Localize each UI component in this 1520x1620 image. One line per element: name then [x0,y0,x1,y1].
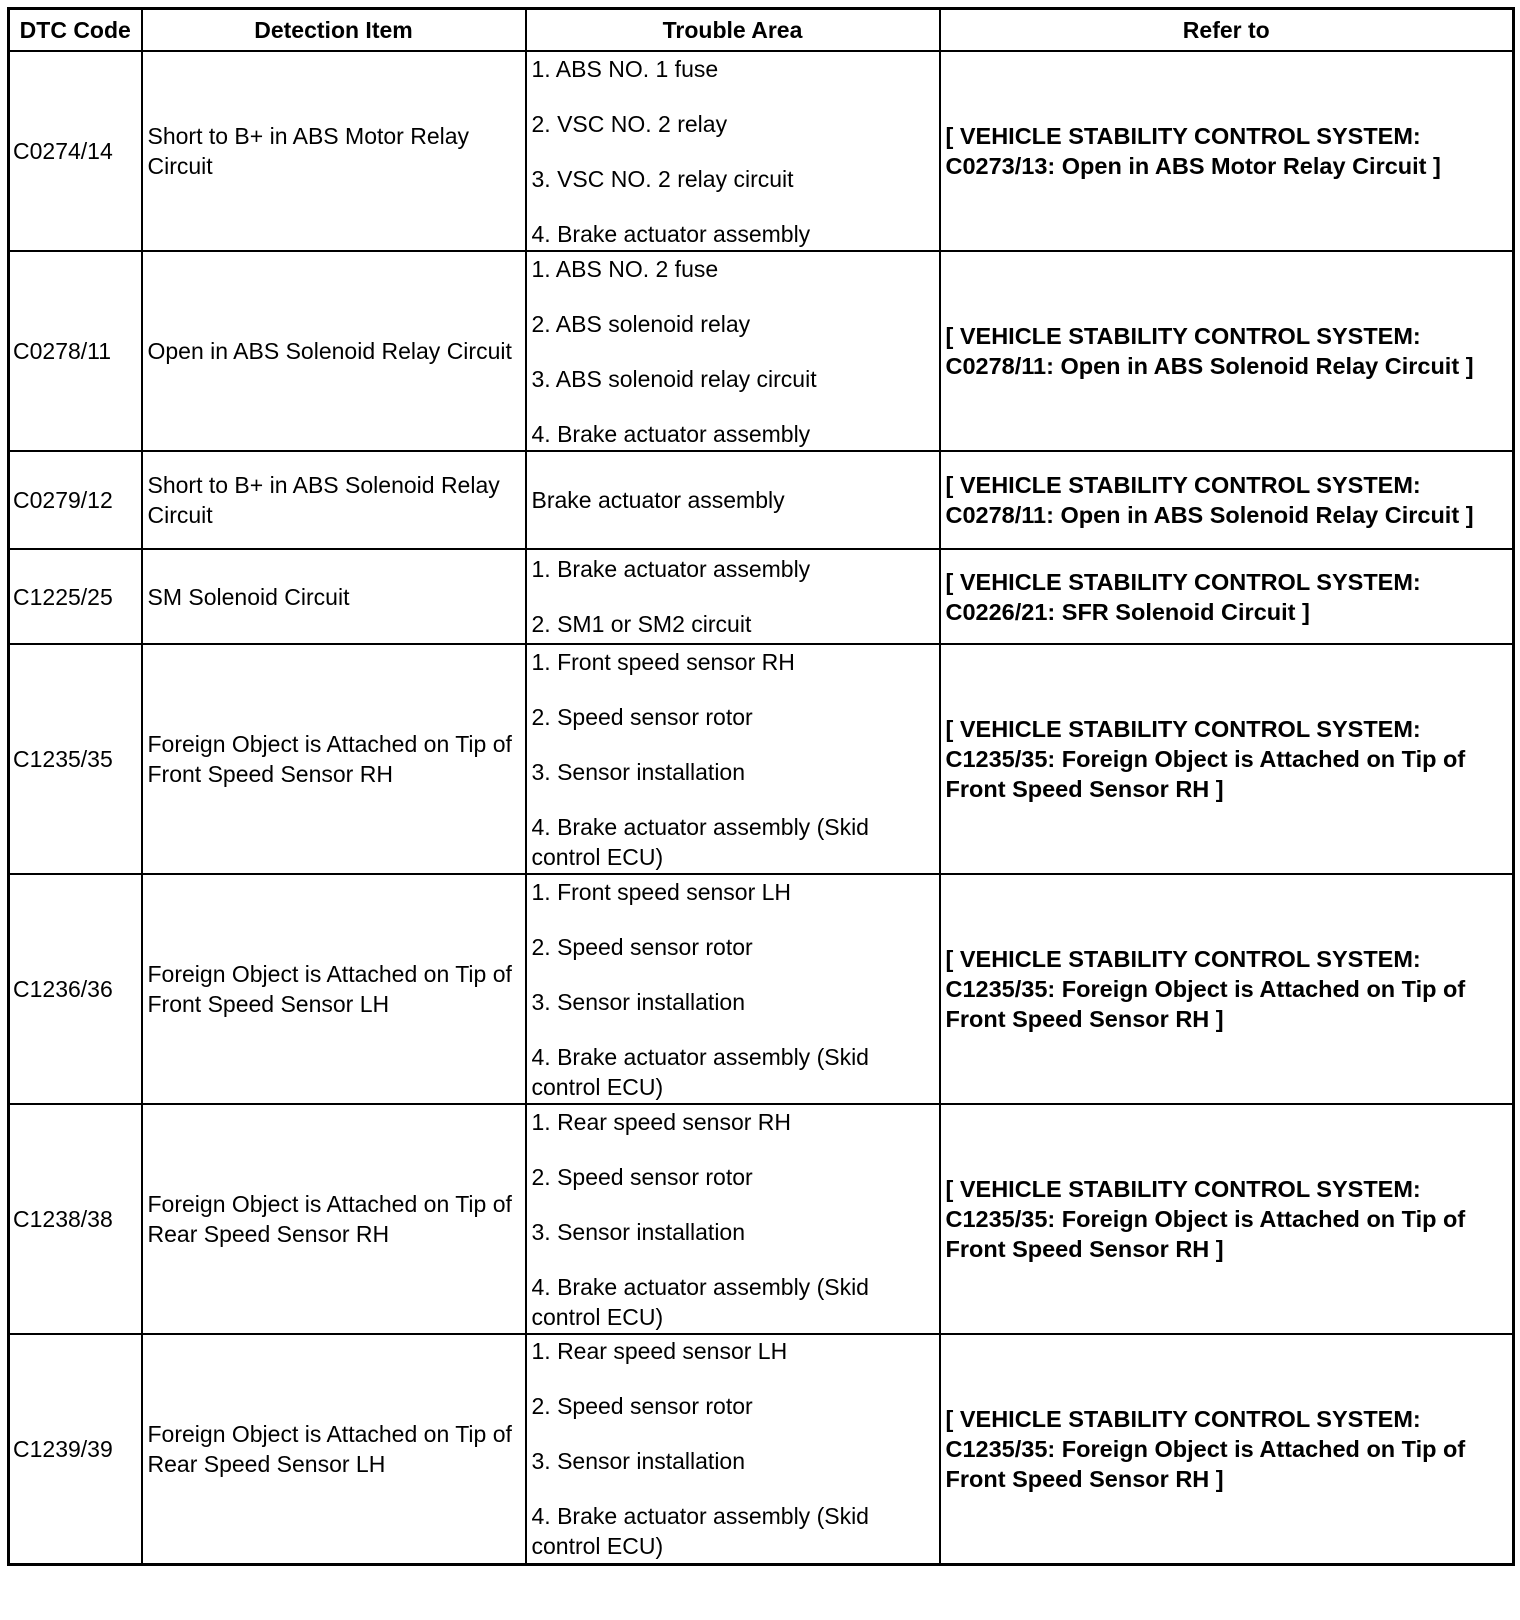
trouble-area-item: 4. Brake actuator assembly (Skid control ECU) [531,1273,869,1330]
trouble-area-item: 4. Brake actuator assembly [531,220,811,247]
refer-to-cell: [ VEHICLE STABILITY CONTROL SYSTEM: C1235/35: Foreign Object is Attached on Tip of Front Speed Sensor RH ] [940,874,1514,1104]
trouble-area-list [532,254,934,449]
trouble-area-item: 1. Brake actuator assembly [531,556,811,582]
trouble-area-item: 3. Sensor installation [531,1448,746,1475]
detection-item-cell: Foreign Object is Attached on Tip of Front Speed Sensor LH [142,874,526,1104]
refer-to-cell: [ VEHICLE STABILITY CONTROL SYSTEM: C0278/11: Open in ABS Solenoid Relay Circuit ] [940,451,1514,549]
dtc-code-cell: C1236/36 [9,874,142,1104]
header-refer-to: Refer to [940,9,1514,52]
trouble-area-cell [526,451,940,549]
trouble-area-item: 1. Rear speed sensor LH [531,1338,788,1365]
dtc-code-cell: C1225/25 [9,549,142,644]
header-trouble-area: Trouble Area [526,9,940,52]
trouble-area-list [532,554,934,639]
table-row [9,1104,1514,1334]
trouble-area-item: 4. Brake actuator assembly (Skid control ECU) [531,1043,869,1100]
detection-item-cell: SM Solenoid Circuit [142,549,526,644]
detection-item-cell: Foreign Object is Attached on Tip of Rear Speed Sensor LH [142,1334,526,1564]
table-row [9,251,1514,451]
header-dtc-code: DTC Code [9,9,142,52]
trouble-area-item: 4. Brake actuator assembly (Skid control ECU) [531,813,869,870]
trouble-area-item: 4. Brake actuator assembly (Skid control ECU) [531,1503,869,1560]
trouble-area-item: 1. Front speed sensor RH [531,648,795,675]
trouble-area-item: 2. Speed sensor rotor [531,703,753,730]
trouble-area-item: 1. Front speed sensor LH [531,878,792,905]
trouble-area-item: 1. ABS NO. 2 fuse [531,255,719,282]
trouble-area-item: 2. VSC NO. 2 relay [531,110,728,137]
trouble-area-list [532,485,934,515]
trouble-area-item: 3. ABS solenoid relay circuit [531,365,817,392]
trouble-area-item: 2. Speed sensor rotor [531,933,753,960]
dtc-code-cell: C1235/35 [9,644,142,874]
table-row [9,874,1514,1104]
dtc-code-cell: C1239/39 [9,1334,142,1564]
trouble-area-item: 4. Brake actuator assembly [531,420,811,447]
trouble-area-list [532,1336,934,1561]
table-row [9,451,1514,549]
refer-to-cell: [ VEHICLE STABILITY CONTROL SYSTEM: C1235/35: Foreign Object is Attached on Tip of Front Speed Sensor RH ] [940,644,1514,874]
detection-item-cell: Open in ABS Solenoid Relay Circuit [142,251,526,451]
trouble-area-cell [526,1334,940,1564]
trouble-area-item: 2. Speed sensor rotor [531,1393,753,1420]
trouble-area-item: 3. Sensor installation [531,988,746,1015]
trouble-area-item: 2. ABS solenoid relay [531,310,751,337]
trouble-area-cell [526,874,940,1104]
dtc-code-cell: C0274/14 [9,51,142,251]
refer-to-cell: [ VEHICLE STABILITY CONTROL SYSTEM: C1235/35: Foreign Object is Attached on Tip of Front Speed Sensor RH ] [940,1334,1514,1564]
trouble-area-cell [526,251,940,451]
detection-item-cell: Foreign Object is Attached on Tip of Rear Speed Sensor RH [142,1104,526,1334]
table-row [9,644,1514,874]
detection-item-cell: Foreign Object is Attached on Tip of Front Speed Sensor RH [142,644,526,874]
table-header [9,9,1514,52]
dtc-table [7,7,1515,1566]
refer-to-cell: [ VEHICLE STABILITY CONTROL SYSTEM: C0278/11: Open in ABS Solenoid Relay Circuit ] [940,251,1514,451]
trouble-area-item: 2. Speed sensor rotor [531,1163,753,1190]
table-row [9,549,1514,644]
table-row [9,1334,1514,1564]
trouble-area-item: 3. VSC NO. 2 relay circuit [531,165,794,192]
trouble-area-list [532,877,934,1102]
detection-item-cell: Short to B+ in ABS Motor Relay Circuit [142,51,526,251]
dtc-code-cell: C0278/11 [9,251,142,451]
trouble-area-cell [526,644,940,874]
table-row [9,51,1514,251]
dtc-code-cell: C1238/38 [9,1104,142,1334]
refer-to-cell: [ VEHICLE STABILITY CONTROL SYSTEM: C0273/13: Open in ABS Motor Relay Circuit ] [940,51,1514,251]
trouble-area-cell [526,1104,940,1334]
trouble-area-item: 3. Sensor installation [531,1218,746,1245]
trouble-area-item: 2. SM1 or SM2 circuit [531,611,752,637]
trouble-area-list [532,647,934,872]
trouble-area-cell [526,549,940,644]
refer-to-cell: [ VEHICLE STABILITY CONTROL SYSTEM: C1235/35: Foreign Object is Attached on Tip of Front Speed Sensor RH ] [940,1104,1514,1334]
dtc-code-cell: C0279/12 [9,451,142,549]
header-detection-item: Detection Item [142,9,526,52]
trouble-area-item: 1. Rear speed sensor RH [531,1108,792,1135]
detection-item-cell: Short to B+ in ABS Solenoid Relay Circuit [142,451,526,549]
trouble-area-item: Brake actuator assembly [531,487,785,513]
table-body [9,51,1514,1564]
trouble-area-item: 3. Sensor installation [531,758,746,785]
header-row [9,9,1514,52]
refer-to-cell: [ VEHICLE STABILITY CONTROL SYSTEM: C0226/21: SFR Solenoid Circuit ] [940,549,1514,644]
trouble-area-list [532,54,934,249]
trouble-area-list [532,1107,934,1332]
trouble-area-cell [526,51,940,251]
trouble-area-item: 1. ABS NO. 1 fuse [531,55,719,82]
